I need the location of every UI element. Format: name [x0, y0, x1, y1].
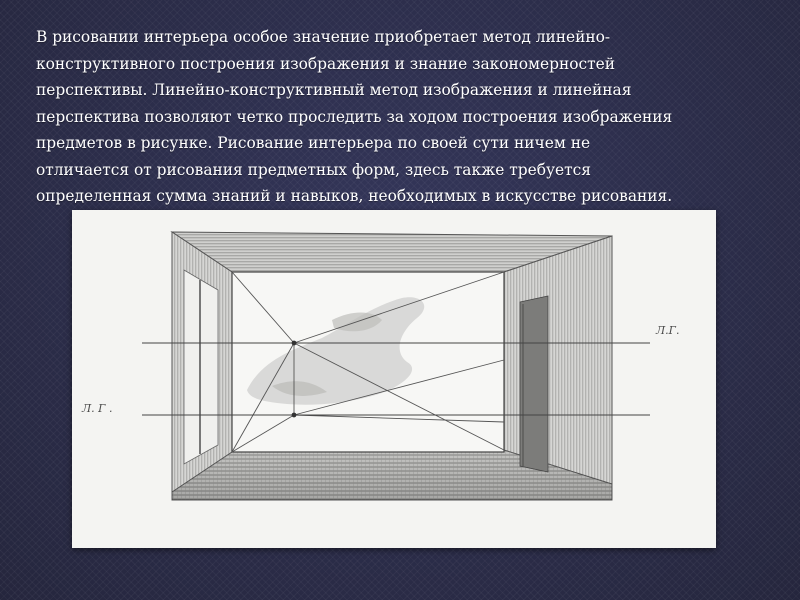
interior-perspective-drawing [72, 210, 716, 548]
paragraph-line: предметов в рисунке. Рисование интерьера по своей сути ничем не [36, 134, 591, 152]
paragraph-line: конструктивного построения изображения и знание закономерностей [36, 54, 616, 73]
perspective-sketch [72, 210, 716, 548]
vanishing-point-upper [292, 341, 297, 346]
paragraph-line: отличается от рисования предметных форм, здесь также требуется [36, 160, 592, 179]
horizon-label: Л.Г. [656, 324, 680, 337]
paragraph-line: перспективы. Линейно-конструктивный метод изображения и линейная [36, 81, 632, 99]
slide-paragraph [36, 24, 776, 210]
vanishing-point-lower [292, 413, 297, 418]
right-door [520, 296, 548, 472]
eye-level-label: Л. Г . [82, 402, 113, 415]
paragraph-line: перспектива позволяют четко проследить за ходом построения изображения [36, 107, 673, 126]
paragraph-line: определенная сумма знаний и навыков, необходимых в искусстве рисования. [36, 187, 673, 205]
paragraph-line: В рисовании интерьера особое значение приобретает метод линейно- [36, 28, 611, 46]
